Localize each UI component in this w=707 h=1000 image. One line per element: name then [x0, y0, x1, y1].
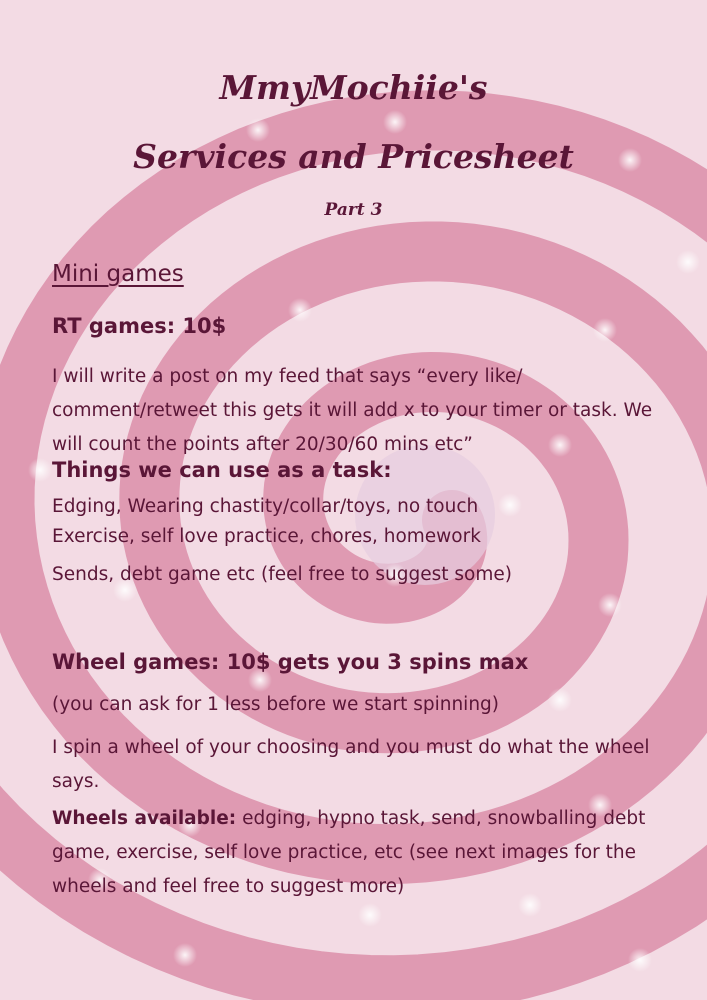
page-title-line2: Services and Pricesheet [133, 137, 574, 176]
wheels-available [52, 802, 672, 904]
wheels-available-text: edging, hypno task, send, snowballing debt game, exercise, self love practice, etc (see next images for the wheels and feel free to suggest more) [52, 808, 646, 897]
rt-games-description: I will write a post on my feed that says “every like/ comment/retweet this gets it will add x to your timer or task. We will count the points after 20/30/60 mins etc” [52, 366, 653, 455]
wheels-available-label: Wheels available: [52, 808, 237, 829]
page-title-line1: MmyMochiie's [219, 68, 488, 107]
section-heading: Mini games [52, 261, 184, 287]
wheel-games-note: (you can ask for 1 less before we start spinning) [52, 694, 499, 715]
tasks-heading: Things we can use as a task: [52, 458, 392, 482]
wheel-games-description: I spin a wheel of your choosing and you must do what the wheel says. [52, 737, 650, 792]
wheel-games-heading: Wheel games: 10$ gets you 3 spins max [52, 650, 529, 674]
task-line: Sends, debt game etc (feel free to suggest some) [52, 564, 512, 585]
task-line: Edging, Wearing chastity/collar/toys, no touch [52, 496, 479, 517]
task-line: Exercise, self love practice, chores, homework [52, 526, 481, 547]
rt-games-heading: RT games: 10$ [52, 314, 227, 338]
page-subtitle: Part 3 [324, 200, 383, 220]
